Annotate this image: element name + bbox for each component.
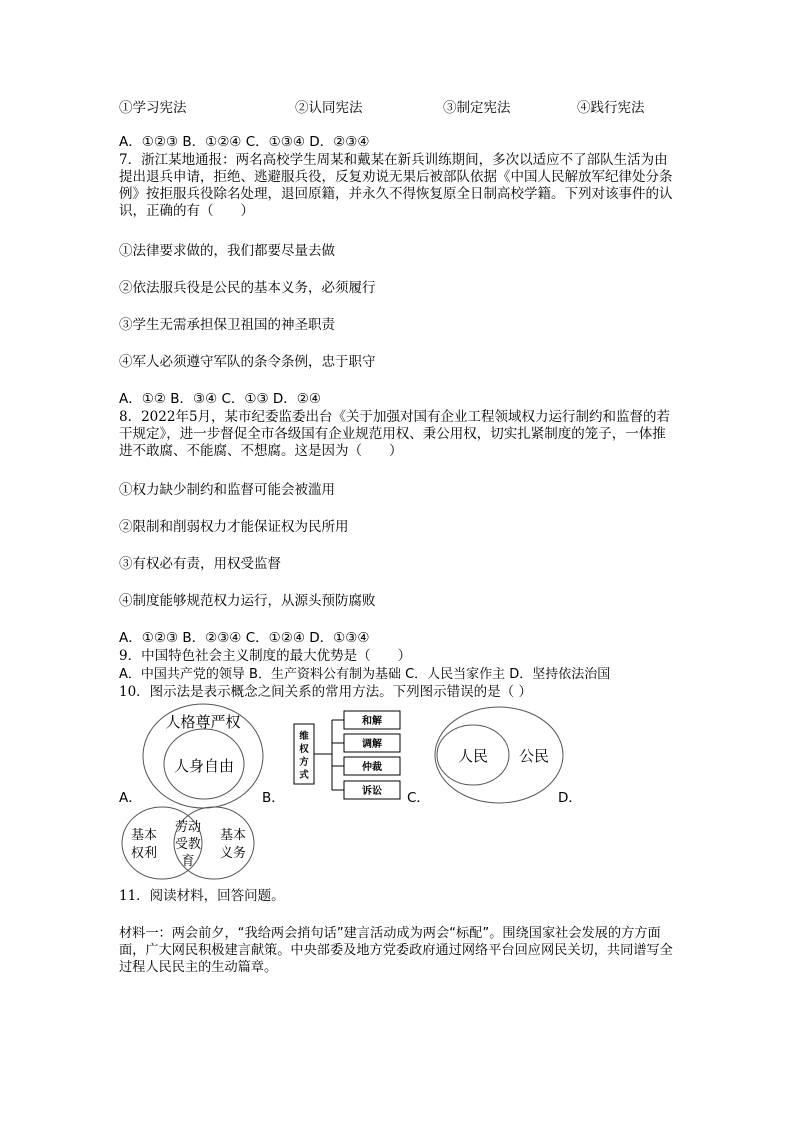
q7-item-2: ②依法服兵役是公民的基本义务，必须履行 — [119, 280, 376, 296]
diagram-a — [140, 700, 268, 812]
diagram-d — [116, 803, 260, 883]
q10-label-a: A． — [119, 790, 142, 806]
q7-item-3: ③学生无需承担保卫祖国的神圣职责 — [119, 317, 335, 333]
diagram-d-mid-1: 劳动 — [174, 820, 202, 835]
q9-choices: A．中国共产党的领导 B．生产资料公有制为基础 C．人民当家作主 D．坚持依法治国 — [119, 667, 611, 682]
q6-option-2: ②认同宪法 — [295, 100, 363, 116]
q10-label-d: D． — [558, 790, 582, 806]
diagram-a-inner-label: 人身自由 — [173, 757, 235, 775]
diagram-d-left-char-1: 基本 — [130, 828, 158, 843]
diagram-d-mid-2: 受教 — [174, 837, 202, 852]
q6-option-1: ①学习宪法 — [119, 100, 187, 116]
q9-stem: 9．中国特色社会主义制度的最大优势是（ ） — [119, 648, 412, 664]
q11-material: 材料一：两会前夕，“我给两会捎句话”建言活动成为两会“标配”。围绕国家社会发展的方方面面，广大网民积极建言献策。中央部委及地方党委政府通过网络平台回应网民关切，共同谱写全过程人民民主的生动篇章。 — [119, 926, 673, 975]
q8-item-1: ①权力缺少制约和监督可能会被滥用 — [119, 482, 335, 498]
diagram-b-root-char-4: 式 — [299, 770, 309, 781]
diagram-b-branch-4: 诉讼 — [362, 786, 382, 797]
q7-stem: 7．浙江某地通报：两名高校学生周某和戴某在新兵训练期间，多次以适应不了部队生活为由提出退兵申请，拒绝、逃避服兵役，反复劝说无果后被部队依据《中国人民解放军纪律处分条例》按拒服兵役除名处理，退回原籍，并永久不得恢复原全日制高校学籍。下列对该事件的认识，正确的有（ ） — [119, 152, 673, 219]
q10-stem: 10．图示法是表示概念之间关系的常用方法。下列图示错误的是（ ） — [119, 684, 532, 700]
q8-choices: A．①②③ B．②③④ C．①②④ D．①③④ — [119, 630, 370, 646]
diagram-b-branch-2: 调解 — [362, 739, 382, 750]
diagram-b-root-char-2: 权 — [299, 744, 309, 755]
q10-label-b: B． — [262, 790, 285, 806]
q7-item-1: ①法律要求做的，我们都要尽量去做 — [119, 243, 335, 259]
q8-item-3: ③有权必有责，用权受监督 — [119, 556, 281, 572]
diagram-a-outer-label: 人格尊严权 — [165, 713, 241, 731]
q8-stem: 8．2022年5月，某市纪委监委出台《关于加强对国有企业工程领域权力运行制约和监督的若干规定》，进一步督促全市各级国有企业规范用权、秉公用权，切实扎紧制度的笼子，一体推进不敢腐、不能腐、不想腐。这是因为（ ） — [119, 409, 671, 459]
diagram-b-branch-1: 和解 — [362, 716, 382, 727]
q7-item-4: ④军人必须遵守军队的条令条例，忠于职守 — [119, 354, 376, 370]
diagram-d-mid-3: 育 — [181, 854, 195, 869]
q8-item-2: ②限制和削弱权力才能保证权为民所用 — [119, 519, 349, 535]
diagram-b-branch-3: 仲裁 — [362, 762, 382, 773]
diagram-b — [290, 708, 410, 802]
diagram-c-inner-label: 人民 — [457, 747, 489, 765]
diagram-b-root-char-1: 维 — [299, 731, 309, 742]
q6-choices: A．①②③ B．①②④ C．①③④ D．②③④ — [119, 134, 370, 150]
q10-label-c: C． — [407, 790, 430, 806]
q8-item-4: ④制度能够规范权力运行，从源头预防腐败 — [119, 593, 376, 609]
q11-stem: 11．阅读材料，回答问题。 — [119, 888, 285, 904]
q7-choices: A．①② B．③④ C．①③ D．②④ — [119, 391, 322, 407]
diagram-d-left-char-2: 权利 — [130, 846, 158, 861]
diagram-d-right-char-2: 义务 — [219, 846, 247, 861]
q6-option-3: ③制定宪法 — [443, 100, 511, 116]
q6-option-4: ④践行宪法 — [577, 100, 645, 116]
diagram-c-outer-label: 公民 — [518, 747, 550, 765]
diagram-d-right-char-1: 基本 — [219, 828, 247, 843]
diagram-c — [432, 703, 568, 807]
diagram-b-root-char-3: 方 — [299, 757, 309, 768]
